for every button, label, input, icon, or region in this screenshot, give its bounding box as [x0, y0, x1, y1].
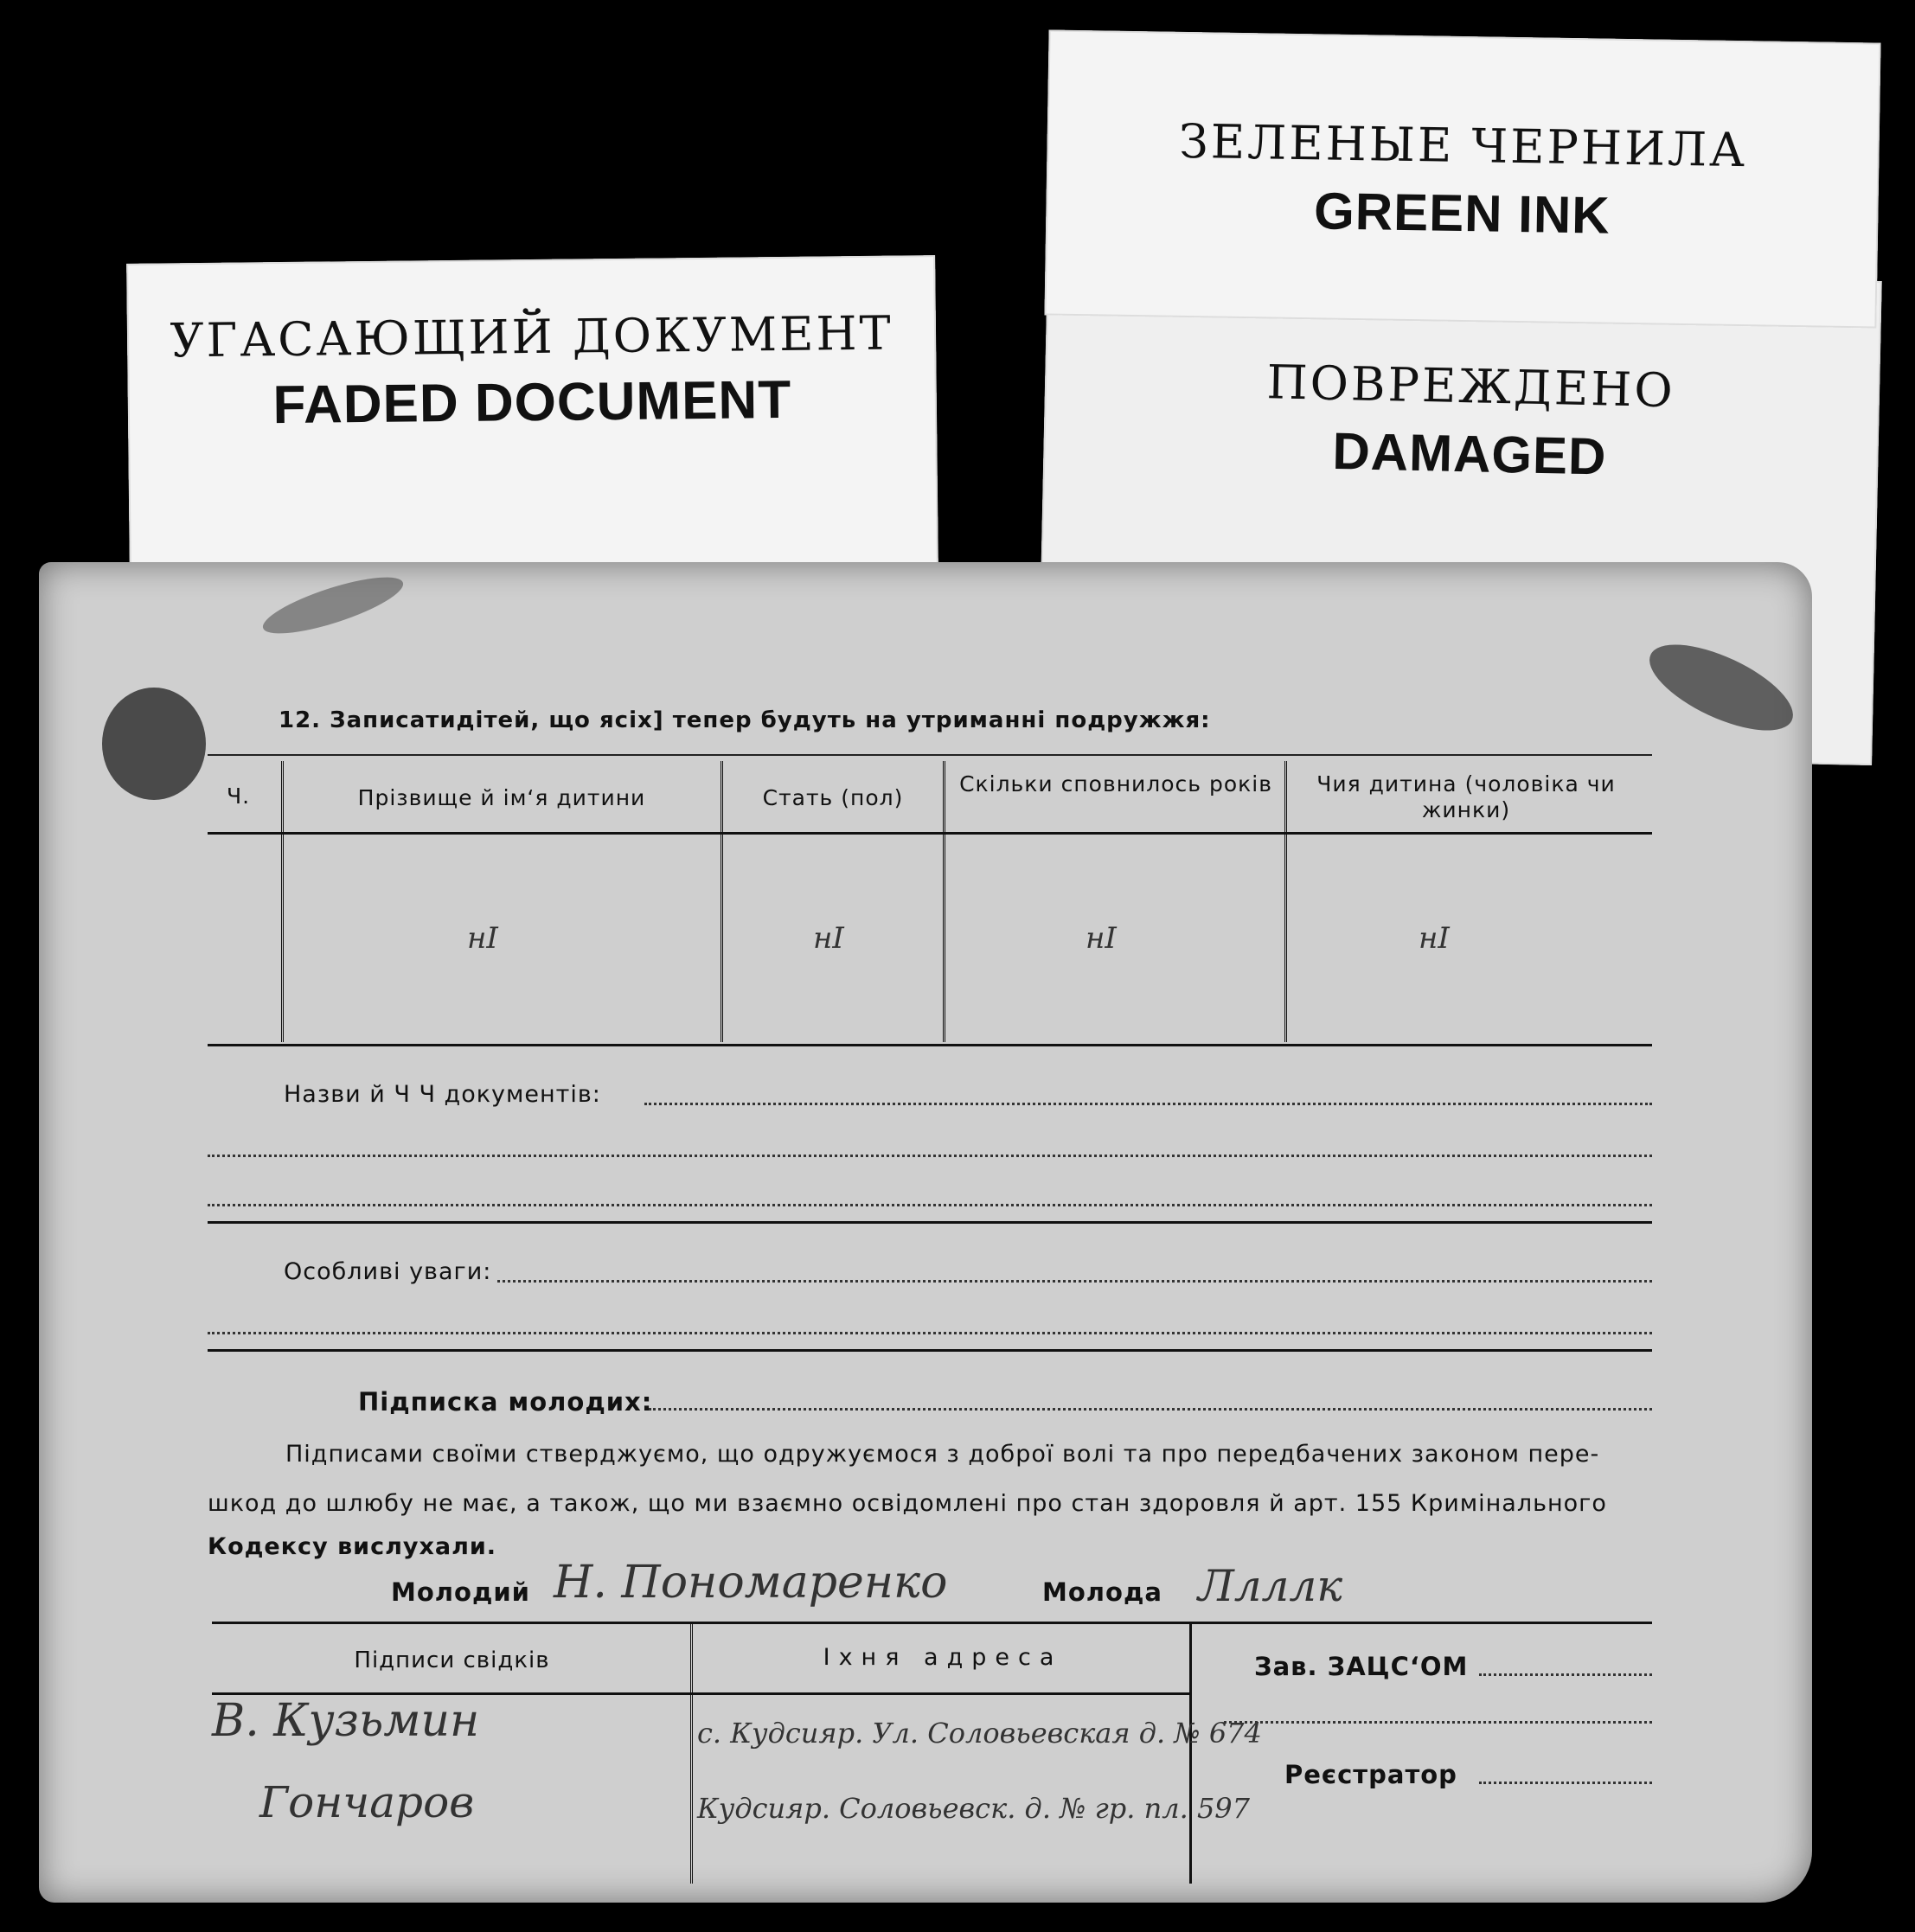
groom-signature: Н. Пономаренко — [554, 1557, 948, 1609]
witnesses-header: Підписи свідків — [354, 1647, 550, 1673]
table-top-rule — [208, 754, 1652, 756]
registrar-label: Реєстратор — [1284, 1760, 1457, 1789]
table-entry-mark: нІ — [1086, 921, 1117, 956]
head-signature-line — [1224, 1721, 1652, 1724]
witness-signature: Гончаров — [259, 1777, 475, 1827]
remarks-fill-line — [497, 1280, 1652, 1283]
pledge-text-line: шкод до шлюбу не має, а також, що ми взаємно освідомлені про стан здоровля й арт. 155 Кримінального — [208, 1490, 1607, 1517]
green-ink-tag-ru: ЗЕЛЕНЫЕ ЧЕРНИЛА — [1178, 113, 1748, 178]
head-zags-label: Зав. ЗАЦС‘ОМ — [1254, 1652, 1469, 1681]
col-header-whose: Чия дитина (чоловіка чи жинки) — [1316, 771, 1616, 822]
witness-table-divider — [1189, 1624, 1192, 1884]
documents-label: Назви й Ч Ч документів: — [284, 1081, 601, 1108]
address-header: Іхня адреса — [823, 1644, 1063, 1671]
pledge-fill-line — [649, 1408, 1652, 1411]
damaged-tag-en: DAMAGED — [1331, 421, 1608, 486]
table-divider — [721, 761, 727, 1042]
green-ink-tag-en: GREEN INK — [1313, 182, 1611, 245]
table-entry-mark: нІ — [1419, 921, 1450, 956]
bride-signature: Ллллк — [1198, 1561, 1343, 1611]
section-rule — [208, 1221, 1652, 1224]
documents-fill-line — [644, 1103, 1652, 1105]
witness-table-top-rule — [212, 1622, 1652, 1624]
pledge-title: Підписка молодих: — [358, 1387, 653, 1417]
witness-table-divider — [690, 1624, 696, 1884]
table-divider — [1284, 761, 1291, 1042]
section-rule — [208, 1349, 1652, 1352]
col-header-age: Скільки сповнилось років — [959, 771, 1272, 796]
section-12-title: 12. Записатидітей, що ясіх] тепер будуть на утриманні подружжя: — [279, 707, 1211, 733]
registrar-signature-line — [1479, 1782, 1652, 1784]
remarks-fill-line — [208, 1332, 1652, 1334]
bride-label: Молода — [1042, 1577, 1162, 1607]
damaged-tag-ru: ПОВРЕЖДЕНО — [1265, 355, 1676, 419]
documents-fill-line — [208, 1155, 1652, 1157]
pledge-text-line: Підписами своїми стверджуємо, що одружуємося з доброї волі та про передбачених законом пере- — [285, 1441, 1600, 1468]
witness-address: Кудсияр. Соловьевск. д. № гр. пл. 597 — [697, 1792, 1251, 1825]
col-header-name: Прізвище й ім‘я дитини — [357, 785, 646, 810]
faded-tag-ru: УГАСАЮЩИЙ ДОКУМЕНТ — [170, 305, 893, 368]
faded-tag-en: FADED DOCUMENT — [272, 369, 792, 436]
remarks-label: Особливі уваги: — [284, 1258, 492, 1285]
witness-signature: В. Кузьмин — [212, 1695, 480, 1747]
table-header-rule — [208, 832, 1652, 835]
witness-address: с. Кудсияр. Ул. Соловьевская д. № 674 — [697, 1717, 1262, 1750]
col-header-num: Ч. — [227, 784, 251, 809]
documents-fill-line — [208, 1204, 1652, 1206]
head-signature-line — [1479, 1673, 1652, 1676]
table-entry-mark: нІ — [467, 921, 498, 956]
table-divider — [281, 761, 287, 1042]
pledge-text-line: Кодексу вислухали. — [208, 1533, 497, 1560]
table-bottom-rule — [208, 1044, 1652, 1046]
table-entry-mark: нІ — [813, 921, 844, 956]
groom-label: Молодий — [391, 1577, 531, 1607]
col-header-sex: Стать (пол) — [762, 785, 904, 810]
table-divider — [943, 761, 949, 1042]
